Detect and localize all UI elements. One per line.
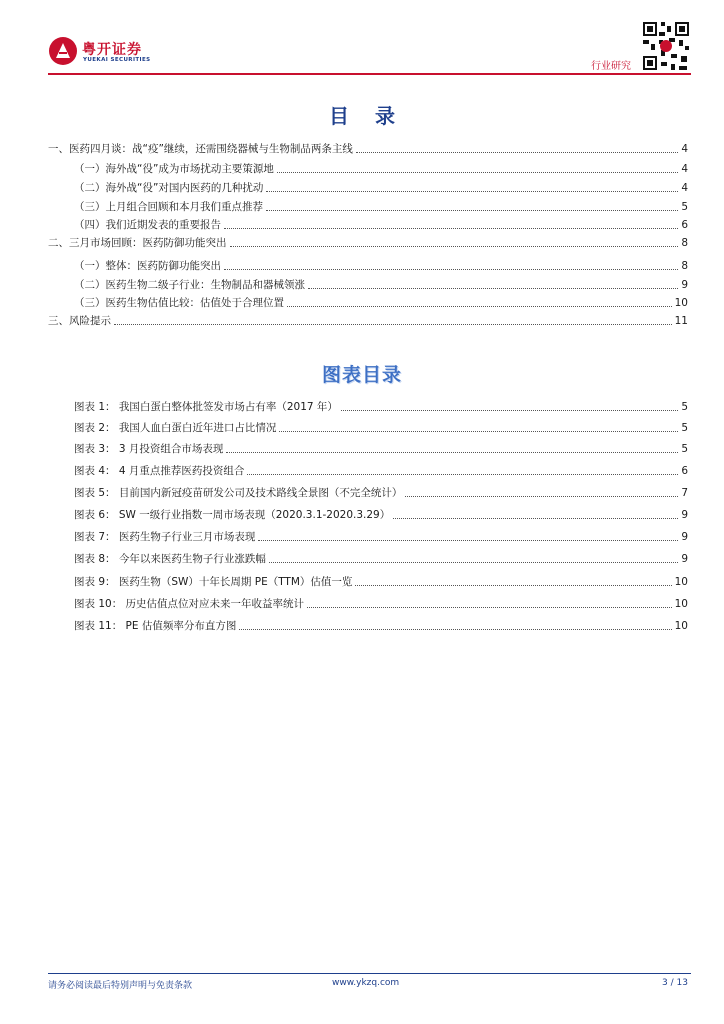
figure-entry-text: 图表 3： 3 月投资组合市场表现	[74, 443, 224, 455]
dot-leader	[224, 269, 678, 270]
qr-code-icon	[641, 20, 691, 72]
toc-entry[interactable]	[74, 162, 688, 176]
toc-entry-text: 二、三月市场回顾：医药防御功能突出	[48, 237, 227, 249]
dot-leader	[266, 210, 678, 211]
figure-entry-text: 图表 11： PE 估值频率分布直方图	[74, 620, 237, 632]
dot-leader	[356, 152, 678, 153]
dot-leader	[393, 518, 678, 519]
toc-entry[interactable]	[48, 142, 688, 156]
toc-entry-page: 11	[674, 315, 688, 327]
dot-leader	[239, 629, 671, 630]
toc-entry[interactable]	[74, 296, 688, 310]
figure-entry-page: 7	[681, 487, 688, 499]
figure-entry-page: 5	[681, 401, 688, 413]
toc-entry-text: （一）海外战“役”成为市场扰动主要策源地	[74, 163, 274, 175]
toc-entry[interactable]	[48, 236, 688, 250]
footer-website-link[interactable]: www.ykzq.com	[332, 978, 400, 988]
dot-leader	[277, 172, 678, 173]
figure-entry[interactable]	[74, 486, 688, 500]
toc-entry[interactable]	[74, 278, 688, 292]
figure-entry-text: 图表 9： 医药生物（SW）十年长周期 PE（TTM）估值一览	[74, 576, 353, 588]
figure-entry[interactable]	[74, 552, 688, 566]
toc-entry-text: （二）医药生物二级子行业：生物制品和器械领涨	[74, 279, 305, 291]
footer-divider	[48, 973, 691, 974]
figure-entry-page: 10	[674, 576, 688, 588]
toc-entry[interactable]	[48, 314, 688, 328]
dot-leader	[258, 540, 678, 541]
dot-leader	[287, 306, 672, 307]
figure-entry-page: 10	[674, 620, 688, 632]
figure-entry-page: 10	[674, 598, 688, 610]
figure-entry-page: 9	[681, 553, 688, 565]
figure-entry-text: 图表 8： 今年以来医药生物子行业涨跌幅	[74, 553, 266, 565]
dot-leader	[224, 228, 678, 229]
figure-entry[interactable]	[74, 400, 688, 414]
toc-entry-page: 10	[674, 297, 688, 309]
dot-leader	[405, 496, 678, 497]
figure-entry[interactable]	[74, 575, 688, 589]
toc-entry-text: （二）海外战“役”对国内医药的几种扰动	[74, 182, 264, 194]
logo-name-cn: 粤开证券	[82, 42, 142, 58]
header-divider	[48, 73, 691, 75]
figure-entry-text: 图表 4： 4 月重点推荐医药投资组合	[74, 465, 245, 477]
dot-leader	[114, 324, 672, 325]
logo-name-en: YUEKAI SECURITIES	[83, 57, 151, 63]
figure-entry-page: 5	[681, 422, 688, 434]
figure-entry[interactable]	[74, 464, 688, 478]
figure-entry-page: 5	[681, 443, 688, 455]
toc-entry[interactable]	[74, 259, 688, 273]
dot-leader	[247, 474, 678, 475]
figure-entry[interactable]	[74, 530, 688, 544]
figure-entry-text: 图表 5： 目前国内新冠疫苗研发公司及技术路线全景图（不完全统计）	[74, 487, 403, 499]
toc-entry-page: 6	[681, 219, 688, 231]
toc-entry[interactable]	[74, 181, 688, 195]
dot-leader	[279, 431, 678, 432]
toc-entry-text: 三、风险提示	[48, 315, 111, 327]
dot-leader	[341, 410, 678, 411]
figure-entry-text: 图表 1： 我国白蛋白整体批签发市场占有率（2017 年）	[74, 401, 338, 413]
figure-entry-page: 9	[681, 509, 688, 521]
dot-leader	[266, 191, 678, 192]
company-logo-icon	[48, 36, 78, 66]
toc-entry-page: 8	[681, 260, 688, 272]
dot-leader	[269, 562, 678, 563]
dot-leader	[355, 585, 671, 586]
figure-entry[interactable]	[74, 442, 688, 456]
toc-entry-page: 8	[681, 237, 688, 249]
figure-entry-page: 6	[681, 465, 688, 477]
figure-entry[interactable]	[74, 597, 688, 611]
toc-title: 目录	[329, 104, 421, 128]
toc-entry[interactable]	[74, 218, 688, 232]
page-indicator: 3 / 13	[662, 978, 688, 988]
toc-entry-text: 一、医药四月谈：战“疫”继续，还需围绕器械与生物制品两条主线	[48, 143, 353, 155]
toc-entry-page: 9	[681, 279, 688, 291]
toc-entry-text: （一）整体：医药防御功能突出	[74, 260, 221, 272]
figure-entry[interactable]	[74, 421, 688, 435]
figure-list-title: 图表目录	[321, 364, 402, 386]
toc-entry-page: 4	[681, 143, 688, 155]
dot-leader	[307, 607, 672, 608]
figure-entry-text: 图表 7： 医药生物子行业三月市场表现	[74, 531, 256, 543]
toc-entry-text: （三）医药生物估值比较：估值处于合理位置	[74, 297, 284, 309]
toc-entry[interactable]	[74, 200, 688, 214]
dot-leader	[230, 246, 679, 247]
dot-leader	[226, 452, 678, 453]
figure-entry[interactable]	[74, 508, 688, 522]
figure-entry[interactable]	[74, 619, 688, 633]
footer-disclaimer: 请务必阅读最后特别声明与免责条款	[48, 981, 193, 991]
figure-entry-text: 图表 6： SW 一级行业指数一周市场表现（2020.3.1-2020.3.29）	[74, 509, 391, 521]
report-category: 行业研究	[591, 61, 631, 72]
toc-entry-text: （三）上月组合回顾和本月我们重点推荐	[74, 201, 263, 213]
toc-entry-text: （四）我们近期发表的重要报告	[74, 219, 221, 231]
toc-entry-page: 4	[681, 182, 688, 194]
toc-entry-page: 4	[681, 163, 688, 175]
figure-entry-text: 图表 2： 我国人血白蛋白近年进口占比情况	[74, 422, 277, 434]
figure-entry-page: 9	[681, 531, 688, 543]
figure-entry-text: 图表 10： 历史估值点位对应未来一年收益率统计	[74, 598, 305, 610]
page-header	[0, 0, 724, 80]
toc-entry-page: 5	[681, 201, 688, 213]
dot-leader	[308, 288, 678, 289]
